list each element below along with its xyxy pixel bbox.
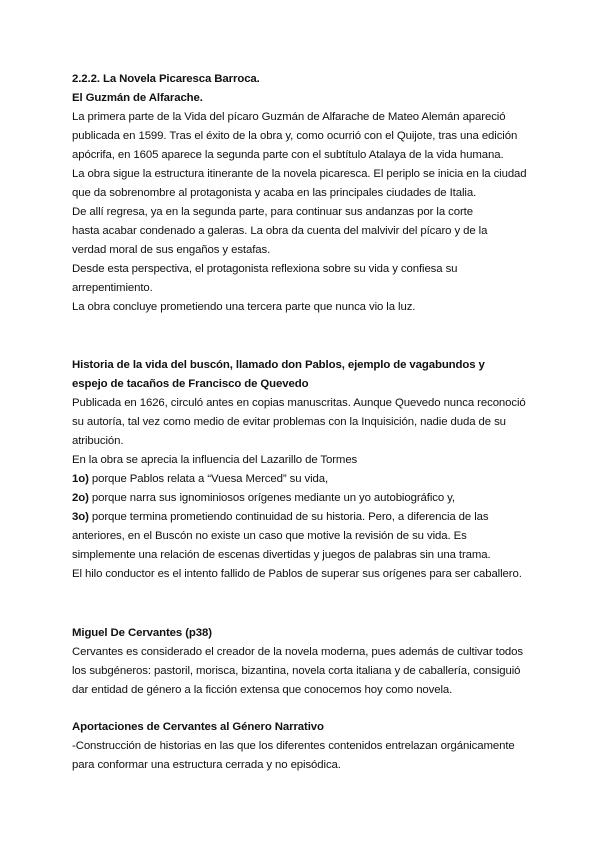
list-number: 3o) (72, 511, 89, 523)
list-number: 1o) (72, 473, 89, 485)
paragraph-line: Cervantes es considerado el creador de la novela moderna, pues además de cultivar todos (72, 646, 523, 658)
paragraph-line: que da sobrenombre al protagonista y acaba en las principales ciudades de Italia. (72, 187, 477, 199)
paragraph-line: su autoría, tal vez como medio de evitar problemas con la Inquisición, nadie duda de su (72, 416, 506, 428)
paragraph-line: La obra sigue la estructura itinerante de la novela picaresca. El periplo se inicia en la ciudad (72, 168, 527, 180)
paragraph-line: La obra concluye prometiendo una tercera parte que nunca vio la luz. (72, 301, 416, 313)
list-text: porque termina prometiendo continuidad de su historia. Pero, a diferencia de las (88, 511, 489, 523)
section-heading: Aportaciones de Cervantes al Género Narrativo (72, 721, 324, 733)
list-text: porque narra sus ignominiosos orígenes mediante un yo autobiográfico y, (88, 492, 455, 504)
paragraph-line: anteriores, en el Buscón no existe un caso que motive la revisión de su vida. Es (72, 530, 467, 542)
section-subheading: El Guzmán de Alfarache. (72, 92, 203, 104)
paragraph-line: Publicada en 1626, circuló antes en copias manuscritas. Aunque Quevedo nunca reconoció (72, 397, 526, 409)
paragraph-line: Desde esta perspectiva, el protagonista reflexiona sobre su vida y confiesa su (72, 263, 458, 275)
paragraph-line: En la obra se aprecia la influencia del Lazarillo de Tormes (72, 454, 358, 466)
list-number: 2o) (72, 492, 89, 504)
section-heading: Historia de la vida del buscón, llamado don Pablos, ejemplo de vagabundos y (72, 359, 485, 371)
paragraph-line: para conformar una estructura cerrada y no episódica. (72, 759, 341, 771)
list-item (72, 510, 488, 524)
paragraph-line: apócrifa, en 1605 aparece la segunda parte con el subtítulo Atalaya de la vida humana. (72, 149, 504, 161)
paragraph-line: El hilo conductor es el intento fallido de Pablos de superar sus orígenes para ser caballero. (72, 568, 522, 580)
list-item (72, 491, 455, 505)
list-item (72, 472, 328, 486)
list-text: porque Pablos relata a “Vuesa Merced” su vida, (88, 473, 329, 485)
section-heading: 2.2.2. La Novela Picaresca Barroca. (72, 73, 260, 85)
paragraph-line: La primera parte de la Vida del pícaro Guzmán de Alfarache de Mateo Alemán apareció (72, 111, 506, 123)
paragraph-line: De allí regresa, ya en la segunda parte, para continuar sus andanzas por la corte (72, 206, 473, 218)
section-heading: espejo de tacaños de Francisco de Quevedo (72, 378, 309, 390)
paragraph-line: dar entidad de género a la ficción extensa que conocemos hoy como novela. (72, 684, 453, 696)
paragraph-line: arrepentimiento. (72, 282, 153, 294)
paragraph-line: atribución. (72, 435, 124, 447)
paragraph-line: -Construcción de historias en las que los diferentes contenidos entrelazan orgánicamente (72, 740, 515, 752)
paragraph-line: publicada en 1599. Tras el éxito de la obra y, como ocurrió con el Quijote, tras una edición (72, 130, 518, 142)
paragraph-line: simplemente una relación de escenas divertidas y juegos de palabras sin una trama. (72, 549, 491, 561)
paragraph-line: hasta acabar condenado a galeras. La obra da cuenta del malvivir del pícaro y de la (72, 225, 488, 237)
paragraph-line: los subgéneros: pastoril, morisca, bizantina, novela corta italiana y de caballería, consiguió (72, 665, 521, 677)
paragraph-line: verdad moral de sus engaños y estafas. (72, 244, 271, 256)
section-heading: Miguel De Cervantes (p38) (72, 627, 212, 639)
